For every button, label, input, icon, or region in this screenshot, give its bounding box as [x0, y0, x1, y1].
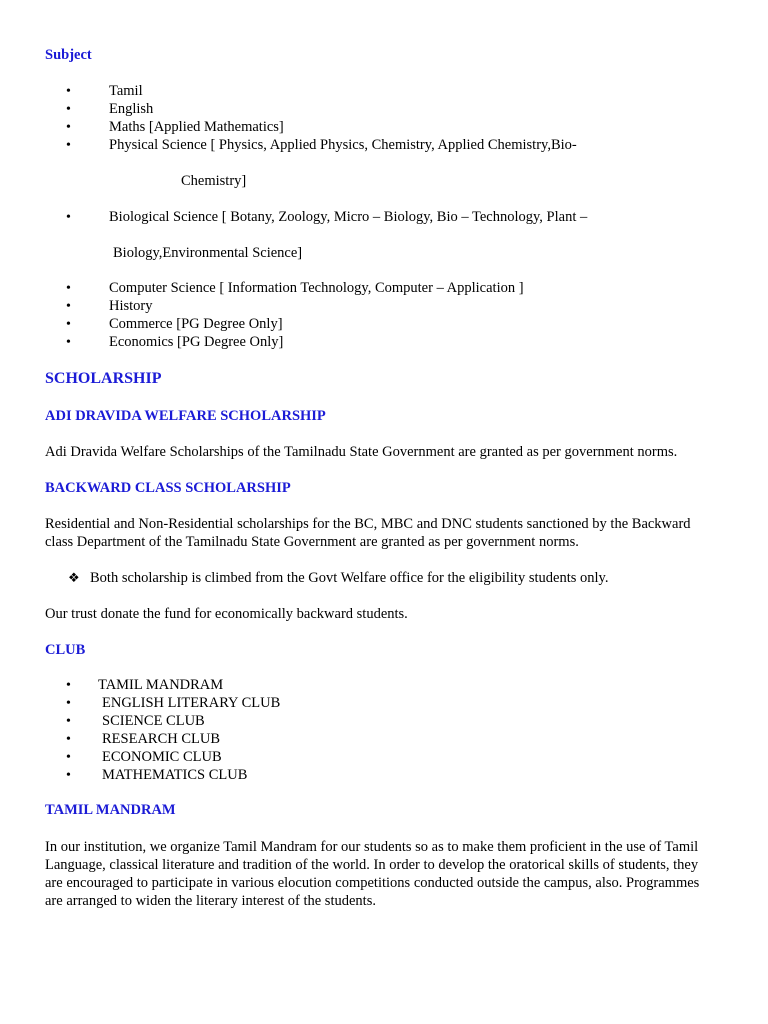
- bullet-icon: [66, 136, 74, 155]
- subject-item: Maths [Applied Mathematics]: [109, 119, 284, 135]
- subject-item: Commerce [PG Degree Only]: [109, 316, 283, 332]
- bullet-icon: [66, 100, 74, 119]
- club-item: RESEARCH CLUB: [102, 731, 221, 747]
- bullet-icon: [66, 315, 74, 334]
- club-item: ECONOMIC CLUB: [102, 749, 222, 765]
- tamil-mandram-text-line: are encouraged to participate in various elocution competitions conducted outside the campus, also. Programmes: [45, 875, 700, 891]
- trust-text: Our trust donate the fund for economically backward students.: [45, 606, 408, 622]
- club-item: SCIENCE CLUB: [102, 713, 205, 729]
- bullet-icon: [66, 694, 74, 713]
- bullet-icon: [66, 333, 74, 352]
- tamil-mandram-text-line: In our institution, we organize Tamil Mandram for our students so as to make them proficient in the use of Tamil: [45, 839, 699, 855]
- diamond-bullet-icon: ❖: [68, 570, 80, 585]
- bullet-icon: [66, 82, 74, 101]
- subject-item: History: [109, 298, 153, 314]
- bullet-icon: [66, 676, 74, 695]
- bullet-icon: [66, 208, 74, 227]
- subject-item-continuation: Biology,Environmental Science]: [113, 245, 303, 261]
- club-item: ENGLISH LITERARY CLUB: [102, 695, 281, 711]
- subject-item: Tamil: [109, 83, 143, 99]
- backward-class-text-line: Residential and Non-Residential scholarships for the BC, MBC and DNC students sanctioned by the Backward: [45, 516, 691, 532]
- scholarship-heading: SCHOLARSHIP: [45, 370, 162, 387]
- subject-item: Economics [PG Degree Only]: [109, 334, 284, 350]
- bullet-icon: [66, 279, 74, 298]
- subject-item: Computer Science [ Information Technology, Computer – Application ]: [109, 280, 524, 296]
- bullet-icon: [66, 297, 74, 316]
- backward-class-heading: BACKWARD CLASS SCHOLARSHIP: [45, 480, 291, 496]
- bullet-icon: [66, 118, 74, 137]
- tamil-mandram-heading: TAMIL MANDRAM: [45, 802, 176, 818]
- tamil-mandram-text-line: Language, classical literature and tradition of the world. In order to develop the oratorical skills of students, they: [45, 857, 699, 873]
- subject-item: English: [109, 101, 154, 117]
- tamil-mandram-text-line: are arranged to widen the literary interest of the students.: [45, 893, 376, 909]
- subject-item-continuation: Chemistry]: [181, 173, 247, 189]
- club-item: MATHEMATICS CLUB: [102, 767, 248, 783]
- club-heading: CLUB: [45, 642, 86, 658]
- adi-dravida-text: Adi Dravida Welfare Scholarships of the Tamilnadu State Government are granted as per government norms.: [45, 444, 678, 460]
- club-item: TAMIL MANDRAM: [98, 677, 224, 693]
- backward-class-text-line: class Department of the Tamilnadu State Government are granted as per government norms.: [45, 534, 579, 550]
- subject-heading: Subject: [45, 47, 92, 63]
- subject-item: Physical Science [ Physics, Applied Physics, Chemistry, Applied Chemistry,Bio-: [109, 137, 577, 153]
- subject-item: Biological Science [ Botany, Zoology, Micro – Biology, Bio – Technology, Plant –: [109, 209, 588, 225]
- bullet-icon: [66, 748, 74, 767]
- bullet-icon: [66, 712, 74, 731]
- bullet-icon: [66, 766, 74, 785]
- scholarship-note: Both scholarship is climbed from the Govt Welfare office for the eligibility students only.: [90, 570, 609, 586]
- adi-dravida-heading: ADI DRAVIDA WELFARE SCHOLARSHIP: [45, 408, 326, 424]
- bullet-icon: [66, 730, 74, 749]
